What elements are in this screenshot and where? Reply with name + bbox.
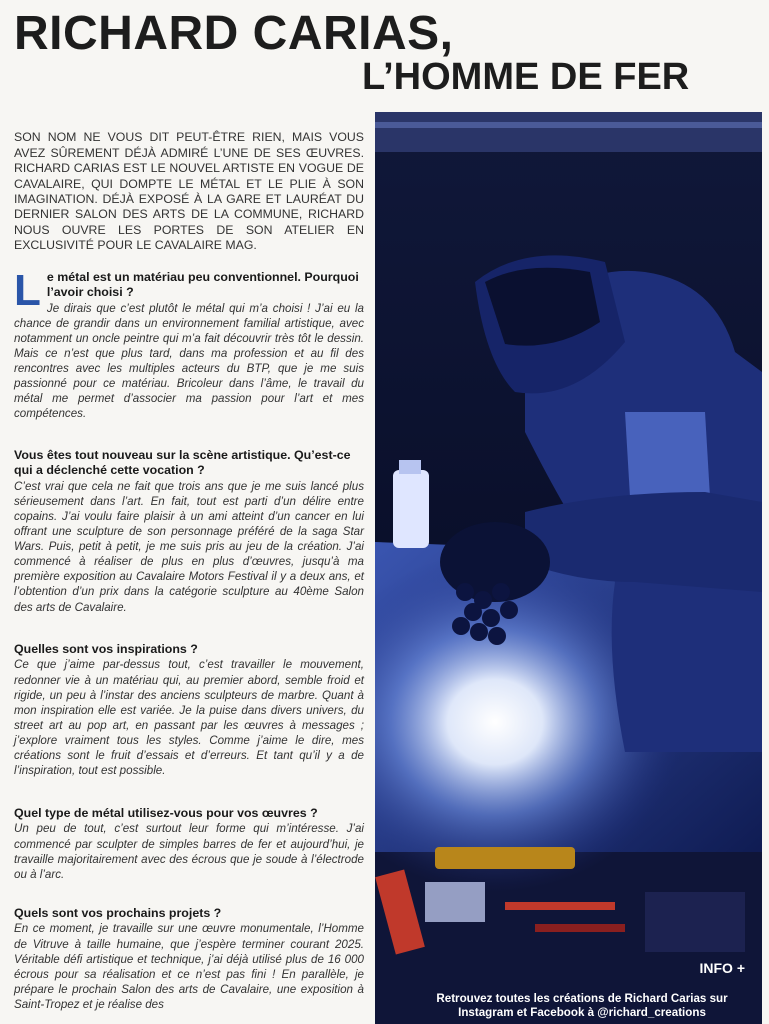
answer-5: En ce moment, je travaille sur une œuvre monumentale, l’Homme de Vitruve à taille humaine, que j’espère terminer courant 2025. Véritable défi artistique et technique, j’ai déjà utilisé plus de 16 000 écrous pour sa réalisation et ce n’est pas fini ! En parallèle, je prépare le prochain Salon des arts de Cavalaire, une exposition à Saint-Tropez et je réalise des [14, 922, 364, 1011]
question-1-text: e métal est un matériau peu conventionnel. Pourquoi l’avoir choisi ? [46, 270, 359, 300]
answer-1: Je dirais que c’est plutôt le métal qui m’a choisi ! J’ai eu la chance de grandir dans un environnement familial artistique, avec notamment un oncle peintre qui m’a fait découvrir très tôt le dessin. Mais ce n’est que plus tard, dans ma profession et au fil des rencontres avec les multiples acteurs du BTP, que je me suis passionné pour ce matériau. Bricoleur dans l’âme, le travail du métal me permet d’associer ma passion pour l’art et mes compétences. [14, 301, 364, 421]
question-3: Quelles sont vos inspirations ? [14, 642, 198, 656]
welder-photo [375, 112, 762, 1024]
answer-3: Ce que j’aime par-dessus tout, c’est travailler le mouvement, redonner vie à un matériau qui, au premier abord, semble froid et rigide, un peu à l’instar des anciens sculpteurs de marbre. Quant à mon inspiration elle est variée. Je la puise dans divers univers, du street art au pop art, en passant par les œuvres à messages ; j’explore vraiment tous les styles. Comme j’aime le dire, mes créations sont le fruit d’essais et d’erreurs. Et tant qu’il y a de l’inspiration, tout est possible. [14, 658, 364, 778]
photo-credit: Retrouvez toutes les créations de Richard Carias sur Instagram et Facebook à @richard_creations [436, 992, 728, 1019]
interview-block-3 [14, 642, 364, 778]
question-2: Vous êtes tout nouveau sur la scène artistique. Qu’est-ce qui a déclenché cette vocation ? [14, 448, 351, 478]
info-label: INFO + [699, 960, 745, 976]
interview-block-1 [14, 266, 364, 422]
intro-paragraph: SON NOM NE VOUS DIT PEUT-ÊTRE RIEN, MAIS VOUS AVEZ SÛREMENT DÉJÀ ADMIRÉ L’UNE DE SES ŒUVRES. RICHARD CARIAS EST LE NOUVEL ARTISTE EN VOGUE DE CAVALAIRE, QUI DOMPTE LE MÉTAL ET LE PLIE À SON IMAGINATION. DÉJÀ EXPOSÉ À LA GARE ET LAURÉAT DU DERNIER SALON DES ARTS DE LA COMMUNE, RICHARD NOUS OUVRE LES PORTES DE SON ATELIER EN EXCLUSIVITÉ POUR LE CAVALAIRE MAG. [14, 130, 364, 253]
question-1 [14, 266, 364, 315]
answer-4: Un peu de tout, c’est surtout leur forme qui m’intéresse. J’ai commencé par sculpter de simples barres de fer et aujourd’hui, je travaille majoritairement avec des écrous que je soude à l’électrode ou à l’arc. [14, 822, 364, 881]
question-4: Quel type de métal utilisez-vous pour vos œuvres ? [14, 806, 318, 820]
title-line-2: L’HOMME DE FER [362, 56, 690, 98]
interview-block-5 [14, 906, 364, 1012]
question-5: Quels sont vos prochains projets ? [14, 906, 222, 920]
drop-cap: L [14, 266, 41, 315]
answer-2: C’est vrai que cela ne fait que trois ans que je me suis lancé plus sérieusement dans l’art. En fait, tout est parti d’un délire entre copains. J’ai voulu faire plaisir à un ami atteint d’un cancer en lui offrant une sculpture de son personnage préféré de la saga Star Wars. Puis, petit à petit, je me suis pris au jeu de la création. J’ai commencé à réaliser de plus en plus d’œuvres, jusqu’à ma première exposition au Cavalaire Motors Festival il y a deux ans, et l’obtention d’un prix dans la catégorie sculpture au 40ème Salon des arts de Cavalaire. [14, 479, 364, 614]
interview-block-4 [14, 806, 364, 882]
title-line-1: RICHARD CARIAS, [14, 7, 454, 60]
interview-block-2 [14, 448, 364, 615]
